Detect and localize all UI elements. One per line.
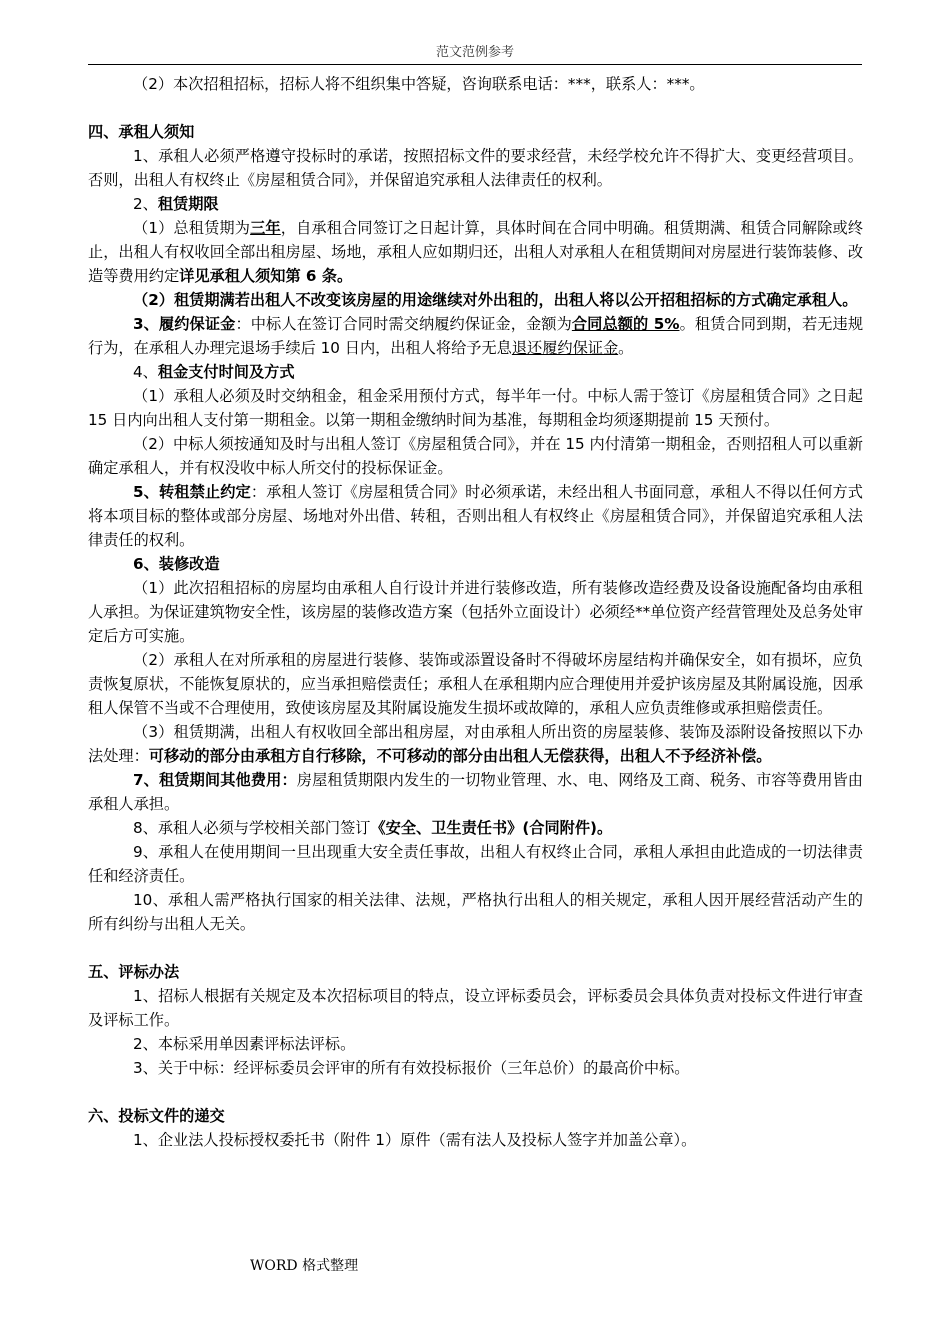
emphasis-five-percent: 合同总额的 5% [571, 315, 680, 333]
paragraph-5-3: 3、关于中标：经评标委员会评审的所有有效投标报价（三年总价）的最高价中标。 [133, 1059, 690, 1077]
text-run: ，自承租合同签订之日起计算，具体时间在合同中明确。租赁期满、租赁合同解除或终止，出租人有权收回全部出租房屋、场地，承租人应如期归还，出租人对承租人在租赁期间对房屋进行装饰装修、改造等费用约定 [88, 219, 864, 285]
emphasis-see-clause-6: 详见承租人须知第 6 条。 [179, 267, 353, 285]
item-number: 2、 [133, 195, 158, 213]
subheading-other-fees: 7、租赁期间其他费用： [133, 771, 297, 789]
paragraph-4-2-2: （2）租赁期满若出租人不改变该房屋的用途继续对外出租的，出租人将以公开招租招标的方式确定承租人。 [133, 291, 858, 309]
text-run: 。 [618, 339, 634, 357]
document-body [88, 72, 863, 1152]
paragraph-4-7 [88, 768, 863, 816]
header-title: 范文范例参考 [435, 45, 514, 60]
section-heading-5: 五、评标办法 [88, 963, 180, 981]
paragraph-4-5 [88, 480, 863, 552]
text-run: （3）租赁期满，出租人有权收回全部出租房屋，对由承租人所出资的房屋装修、装饰及添附设备按照以下办法处理： [88, 723, 863, 765]
text-run: 。租赁合同到期，若无违规行为，在承租人办理完退场手续后 10 日内，出租人将给予无息 [88, 315, 864, 357]
emphasis-safety-agreement: 《安全、卫生责任书》(合同附件)。 [370, 819, 613, 837]
text-run: ：承租人签订《房屋租赁合同》时必须承诺，未经出租人书面同意，承租人不得以任何方式将本项目标的整体或部分房屋、场地对外出借、转租，否则出租人有权终止《房屋租赁合同》，并保留追究承租人法律责任的权利。 [88, 483, 863, 549]
subheading-sublease: 5、转租禁止约定 [133, 483, 251, 501]
text-run: 8、承租人必须与学校相关部门签订 [133, 819, 371, 837]
emphasis-removal-rule: 可移动的部分由承租方自行移除，不可移动的部分由出租人无偿获得，出租人不予经济补偿。 [148, 747, 772, 765]
text-run: （1）总租赁期为 [133, 219, 251, 237]
subheading-rent-payment: 租金支付时间及方式 [157, 363, 295, 381]
paragraph-4-4-1: （1）承租人必须及时交纳租金，租金采用预付方式，每半年一付。中标人需于签订《房屋租赁合同》之日起 15 日内向出租人支付第一期租金。以第一期租金缴纳时间为基准，每期租金均须逐期提前 15 天预付。 [88, 387, 863, 429]
paragraph-4-1: 1、承租人必须严格遵守投标时的承诺，按照招标文件的要求经营，未经学校允许不得扩大、变更经营项目。否则，出租人有权终止《房屋租赁合同》，并保留追究承租人法律责任的权利。 [88, 147, 863, 189]
paragraph-6-1: 1、企业法人投标授权委托书（附件 1）原件（需有法人及投标人签字并加盖公章）。 [133, 1131, 697, 1149]
paragraph-4-2-title [88, 192, 863, 216]
subheading-performance-bond: 3、履约保证金 [133, 315, 236, 333]
emphasis-three-years: 三年 [250, 219, 281, 237]
paragraph-4-2-1 [88, 216, 863, 288]
paragraph-4-6-2: （2）承租人在对所承租的房屋进行装修、装饰或添置设备时不得破坏房屋结构并确保安全，如有损坏，应负责恢复原状，不能恢复原状的，应当承担赔偿责任；承租人在承租期内应合理使用并爱护该房屋及其附属设施，因承租人保管不当或不合理使用，致使该房屋及其附属设施发生损坏或故障的，承租人应负责维修或承担赔偿责任。 [88, 651, 863, 717]
paragraph-4-3 [88, 312, 863, 360]
paragraph-5-1: 1、招标人根据有关规定及本次招标项目的特点，设立评标委员会，评标委员会具体负责对投标文件进行审查及评标工作。 [88, 987, 863, 1029]
page-header [88, 44, 862, 65]
page-footer: WORD 格式整理 [250, 1258, 359, 1274]
paragraph-4-10: 10、承租人需严格执行国家的相关法律、法规，严格执行出租人的相关规定，承租人因开展经营活动产生的所有纠纷与出租人无关。 [88, 891, 863, 933]
section-heading-4: 四、承租人须知 [88, 123, 195, 141]
paragraph-4-4-2: （2）中标人须按通知及时与出租人签订《房屋租赁合同》，并在 15 内付清第一期租金，否则招租人可以重新确定承租人，并有权没收中标人所交付的投标保证金。 [88, 435, 863, 477]
paragraph-contact: （2）本次招租招标，招标人将不组织集中答疑，咨询联系电话：***，联系人：***。 [133, 75, 705, 93]
paragraph-4-9: 9、承租人在使用期间一旦出现重大安全责任事故，出租人有权终止合同，承租人承担由此造成的一切法律责任和经济责任。 [88, 843, 863, 885]
item-number: 4、 [133, 363, 158, 381]
paragraph-5-2: 2、本标采用单因素评标法评标。 [133, 1035, 356, 1053]
section-heading-6: 六、投标文件的递交 [88, 1107, 225, 1125]
text-run: ：中标人在签订合同时需交纳履约保证金，金额为 [235, 315, 572, 333]
subheading-lease-term: 租赁期限 [157, 195, 219, 213]
paragraph-4-8 [88, 816, 863, 840]
text-run: 房屋租赁期限内发生的一切物业管理、水、电、网络及工商、税务、市容等费用皆由承租人承担。 [88, 771, 863, 813]
paragraph-4-6-1: （1）此次招租招标的房屋均由承租人自行设计并进行装修改造，所有装修改造经费及设备设施配备均由承租人承担。为保证建筑物安全性，该房屋的装修改造方案（包括外立面设计）必须经**单位资产经营管理处及总务处审定后方可实施。 [88, 579, 863, 645]
paragraph-4-6-3 [88, 720, 863, 768]
paragraph-4-4-title [88, 360, 863, 384]
subheading-renovation: 6、装修改造 [133, 555, 220, 573]
emphasis-refund: 退还履约保证金 [511, 339, 619, 357]
